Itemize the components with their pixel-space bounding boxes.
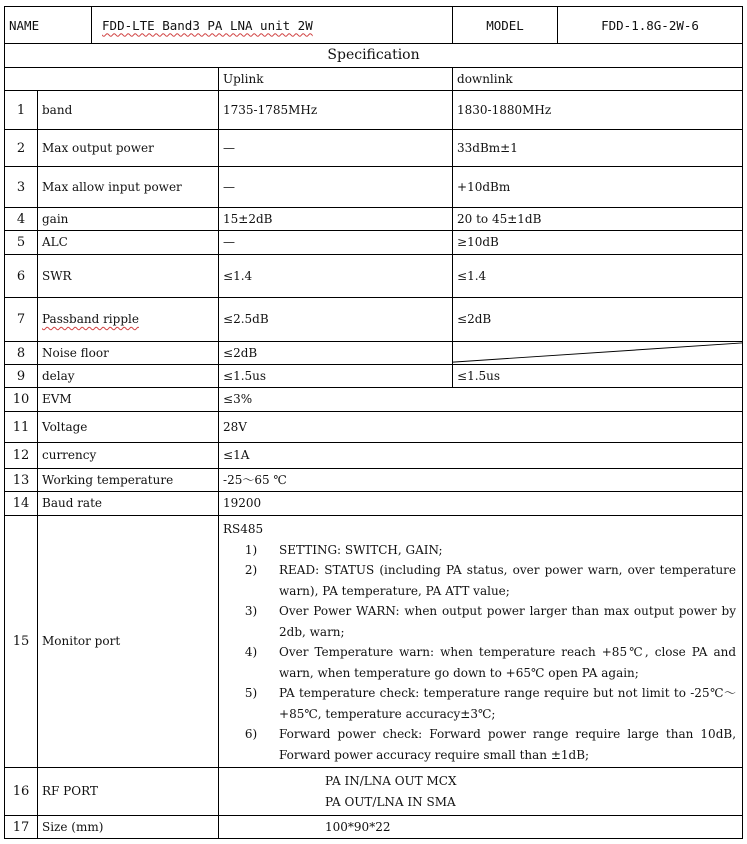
table-row bbox=[5, 298, 743, 342]
list-item bbox=[223, 724, 736, 765]
list-item-text: Over Temperature warn: when temperature reach +85℃, close PA and warn, when temperature go down to +65℃ open PA again; bbox=[279, 645, 737, 680]
spec-title-row bbox=[5, 44, 743, 68]
row-parameter: Max output power bbox=[38, 130, 219, 167]
row-value: 28V bbox=[219, 412, 743, 443]
row-parameter: Voltage bbox=[38, 412, 219, 443]
table-row bbox=[5, 388, 743, 412]
row-downlink: ≤1.4 bbox=[453, 255, 743, 298]
row-number: 14 bbox=[5, 492, 38, 516]
row-parameter: Size (mm) bbox=[38, 816, 219, 839]
row-number: 8 bbox=[5, 342, 38, 365]
size-value: 100*90*22 bbox=[219, 816, 743, 839]
row-value: 19200 bbox=[219, 492, 743, 516]
monitor-port-row bbox=[5, 516, 743, 768]
product-name: FDD-LTE Band3 PA LNA unit 2W bbox=[102, 17, 313, 33]
spec-table bbox=[4, 6, 743, 839]
table-row bbox=[5, 492, 743, 516]
table-row bbox=[5, 167, 743, 208]
row-parameter: currency bbox=[38, 443, 219, 469]
list-item bbox=[223, 642, 736, 683]
table-row bbox=[5, 231, 743, 255]
list-item-number: 1) bbox=[244, 542, 258, 557]
table-row bbox=[5, 469, 743, 492]
row-downlink: 33dBm±1 bbox=[453, 130, 743, 167]
row-downlink: ≥10dB bbox=[453, 231, 743, 255]
row-parameter: SWR bbox=[38, 255, 219, 298]
row-parameter: band bbox=[38, 91, 219, 130]
row-number: 16 bbox=[5, 768, 38, 816]
column-header-blank bbox=[5, 68, 219, 91]
list-item bbox=[223, 540, 736, 561]
table-row bbox=[5, 255, 743, 298]
row-downlink: +10dBm bbox=[453, 167, 743, 208]
row-uplink: ≤2dB bbox=[219, 342, 453, 365]
table-row bbox=[5, 443, 743, 469]
table-row bbox=[5, 91, 743, 130]
row-uplink: — bbox=[219, 130, 453, 167]
list-item-number: 6) bbox=[244, 727, 258, 741]
list-item-number: 4) bbox=[244, 645, 258, 659]
row-downlink: 20 to 45±1dB bbox=[453, 208, 743, 231]
row-number: 4 bbox=[5, 208, 38, 231]
row-uplink: — bbox=[219, 167, 453, 208]
row-number: 3 bbox=[5, 167, 38, 208]
column-header-row bbox=[5, 68, 743, 91]
row-number: 10 bbox=[5, 388, 38, 412]
name-value bbox=[92, 7, 453, 44]
row-downlink: ≤1.5us bbox=[453, 365, 743, 388]
row-number: 7 bbox=[5, 298, 38, 342]
list-item bbox=[223, 683, 736, 724]
rf-port-details bbox=[219, 768, 743, 816]
table-row bbox=[5, 365, 743, 388]
row-parameter: Baud rate bbox=[38, 492, 219, 516]
rf-port-line: PA IN/LNA OUT MCX bbox=[325, 773, 457, 788]
table-row bbox=[5, 130, 743, 167]
row-downlink-diagonal bbox=[453, 342, 743, 365]
row-number: 17 bbox=[5, 816, 38, 839]
row-uplink: ≤1.5us bbox=[219, 365, 453, 388]
spec-title: Specification bbox=[5, 44, 743, 68]
row-parameter: Max allow input power bbox=[38, 167, 219, 208]
row-uplink: ≤2.5dB bbox=[219, 298, 453, 342]
list-item bbox=[223, 560, 736, 601]
list-item-number: 2) bbox=[244, 563, 258, 577]
name-label: NAME bbox=[5, 7, 92, 44]
row-parameter: Noise floor bbox=[38, 342, 219, 365]
table-row bbox=[5, 412, 743, 443]
monitor-port-details bbox=[219, 516, 743, 768]
row-number: 11 bbox=[5, 412, 38, 443]
row-uplink: 15±2dB bbox=[219, 208, 453, 231]
row-number: 12 bbox=[5, 443, 38, 469]
row-number: 9 bbox=[5, 365, 38, 388]
model-label: MODEL bbox=[453, 7, 558, 44]
row-parameter: Monitor port bbox=[38, 516, 219, 768]
row-parameter: delay bbox=[38, 365, 219, 388]
table-row bbox=[5, 208, 743, 231]
row-parameter: ALC bbox=[38, 231, 219, 255]
row-number: 2 bbox=[5, 130, 38, 167]
list-item-text: Forward power check: Forward power range require large than 10dB, Forward power accuracy require small than ±1dB; bbox=[279, 727, 737, 762]
monitor-protocol: RS485 bbox=[223, 522, 264, 536]
list-item-number: 5) bbox=[244, 686, 258, 700]
list-item-text: PA temperature check: temperature range require but not limit to -25℃～+85℃, temperature accuracy±3℃; bbox=[279, 686, 737, 721]
model-value: FDD-1.8G-2W-6 bbox=[558, 7, 743, 44]
row-number: 1 bbox=[5, 91, 38, 130]
list-item-text: READ: STATUS (including PA status, over power warn, over temperature warn), PA temperature, PA ATT value; bbox=[279, 563, 737, 598]
row-uplink: — bbox=[219, 231, 453, 255]
row-value: -25～65 ℃ bbox=[219, 469, 743, 492]
list-item-text: SETTING: SWITCH, GAIN; bbox=[279, 542, 443, 557]
column-header-downlink: downlink bbox=[453, 68, 743, 91]
row-downlink: ≤2dB bbox=[453, 298, 743, 342]
row-value: ≤3% bbox=[219, 388, 743, 412]
row-uplink: 1735-1785MHz bbox=[219, 91, 453, 130]
size-row bbox=[5, 816, 743, 839]
diagonal-line bbox=[453, 342, 742, 364]
row-number: 15 bbox=[5, 516, 38, 768]
list-item-text: Over Power WARN: when output power larger than max output power by 2db, warn; bbox=[279, 604, 737, 639]
rf-port-line: PA OUT/LNA IN SMA bbox=[325, 794, 456, 809]
row-number: 5 bbox=[5, 231, 38, 255]
table-row bbox=[5, 342, 743, 365]
row-parameter bbox=[38, 298, 219, 342]
row-parameter-text: Passband ripple bbox=[42, 312, 139, 326]
list-item bbox=[223, 601, 736, 642]
row-parameter: gain bbox=[38, 208, 219, 231]
list-item-number: 3) bbox=[244, 604, 258, 618]
rf-port-row bbox=[5, 768, 743, 816]
header-row bbox=[5, 7, 743, 44]
column-header-uplink: Uplink bbox=[219, 68, 453, 91]
row-parameter: RF PORT bbox=[38, 768, 219, 816]
row-downlink: 1830-1880MHz bbox=[453, 91, 743, 130]
row-uplink: ≤1.4 bbox=[219, 255, 453, 298]
row-parameter: Working temperature bbox=[38, 469, 219, 492]
row-number: 13 bbox=[5, 469, 38, 492]
row-value: ≤1A bbox=[219, 443, 743, 469]
row-number: 6 bbox=[5, 255, 38, 298]
row-parameter: EVM bbox=[38, 388, 219, 412]
spec-sheet bbox=[4, 6, 742, 839]
